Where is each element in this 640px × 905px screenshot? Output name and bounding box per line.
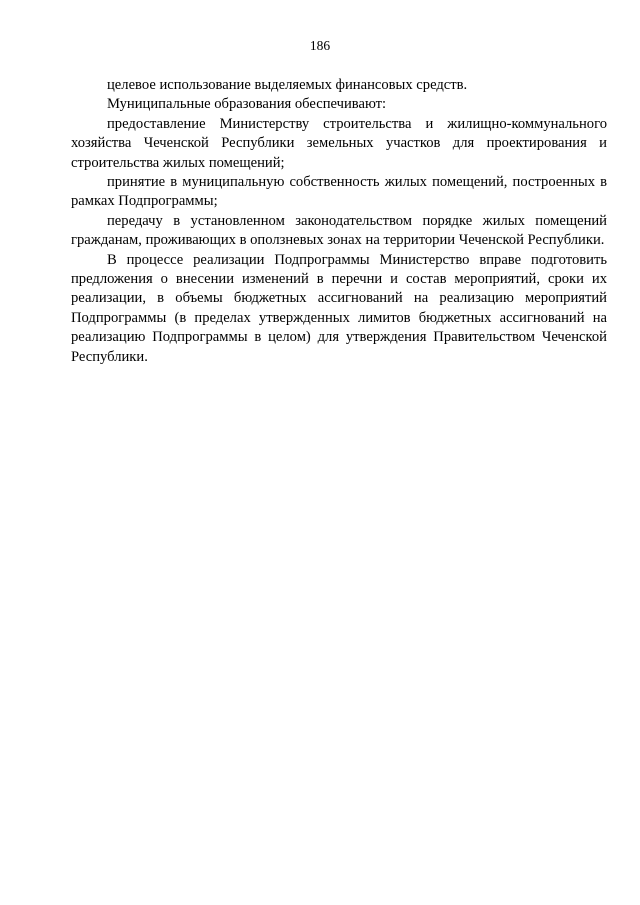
paragraph-municipal-ownership: принятие в муниципальную собственность жилых помещений, построенных в рамках Подпрограммы; xyxy=(71,174,607,210)
paragraph-ministry-proposals: В процессе реализации Подпрограммы Министерство вправе подготовить предложения о внесении изменений в перечни и состав мероприятий, сроки их реализации, в объемы бюджетных ассигнований на реализацию мероприятий Подпрограммы (в пределах утвержденных лимитов бюджетных ассигнований на реализацию Подпрограммы в целом) для утверждения Правительством Чеченской Республики. xyxy=(71,251,607,365)
paragraph-target-use: целевое использование выделяемых финансовых средств. xyxy=(107,77,468,93)
page-number: 186 xyxy=(309,38,331,53)
paragraph-housing-transfer: передачу в установленном законодательством порядке жилых помещений гражданам, проживающих в оползневых зонах на территории Чеченской Республики. xyxy=(71,212,607,249)
paragraph-municipalities-ensure: Муниципальные образования обеспечивают: xyxy=(107,96,387,113)
document-body xyxy=(71,76,607,367)
paragraph-land-provision: предоставление Министерству строительства и жилищно-коммунального хозяйства Чеченской Республики земельных участков для проектирования и строительства жилых помещений; xyxy=(71,115,607,171)
